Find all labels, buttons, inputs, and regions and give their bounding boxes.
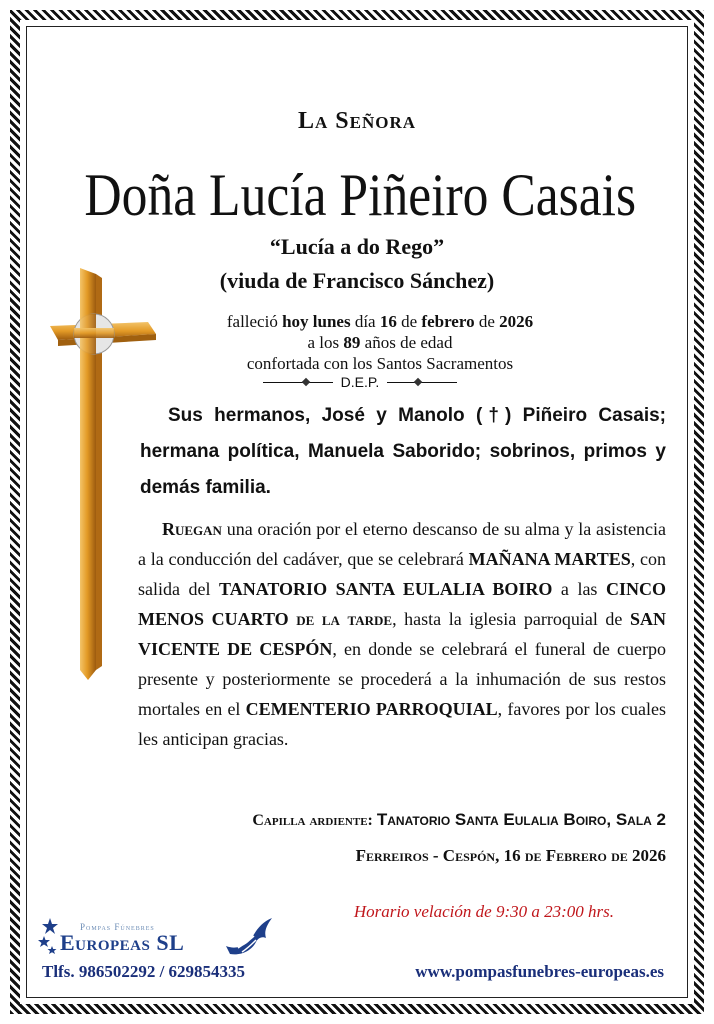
logo-name: Europeas SL [60, 930, 185, 955]
dep-rule-left [263, 382, 333, 383]
ruegan-paragraph: Ruegan una oración por el eterno descanso de su alma y la asistencia a la conducción del cadáver, que se celebrará MAÑANA MARTES, con salida del TANATORIO SANTA EULALIA BOIRO a las CINCO MENOS CUARTO de la tarde, hasta la iglesia parroquial de SAN VICENTE DE CESPÓN, en donde se celebrará el funeral de cuerpo presente y posteriormente se procederá a la inhumación de sus restos mortales en el CEMENTERIO PARROQUIAL, favores por los cuales les anticipan gracias. [138, 519, 667, 749]
phone-numbers: Tlfs. 986502292 / 629854335 [42, 962, 246, 981]
relatives-paragraph: Sus hermanos, José y Manolo (†) Piñeiro Casais; hermana política, Manuela Saborido; sobrinos, primos y demás familia. [140, 405, 666, 498]
nickname: “Lucía a do Rego” [269, 234, 445, 259]
logo-subtitle: Pompas Fúnebres [80, 922, 155, 932]
place-date: Ferreiros - Cespón, 16 de Febrero de 2026 [355, 846, 666, 865]
website-link[interactable]: www.pompasfunebres-europeas.es [415, 962, 664, 981]
horario-velacion: Horario velación de 9:30 a 23:00 hrs. [353, 902, 614, 921]
dove-icon [222, 916, 276, 958]
stars-icon [38, 918, 62, 958]
sacraments-line: confortada con los Santos Sacramentos [246, 354, 514, 373]
dep-row [240, 374, 480, 390]
heading: La Señora [297, 108, 417, 134]
age-line: a los 89 años de edad [307, 333, 453, 352]
deceased-name: Doña Lucía Piñeiro Casais [84, 162, 637, 228]
dep-label: D.E.P. [340, 374, 380, 390]
widow-line: (viuda de Francisco Sánchez) [219, 268, 495, 293]
death-line: falleció hoy lunes día 16 de febrero de 2026 [226, 312, 534, 331]
dep-rule-right [387, 382, 457, 383]
capilla-ardiente: Capilla ardiente: Tanatorio Santa Eulalia Boiro, Sala 2 [252, 810, 666, 829]
